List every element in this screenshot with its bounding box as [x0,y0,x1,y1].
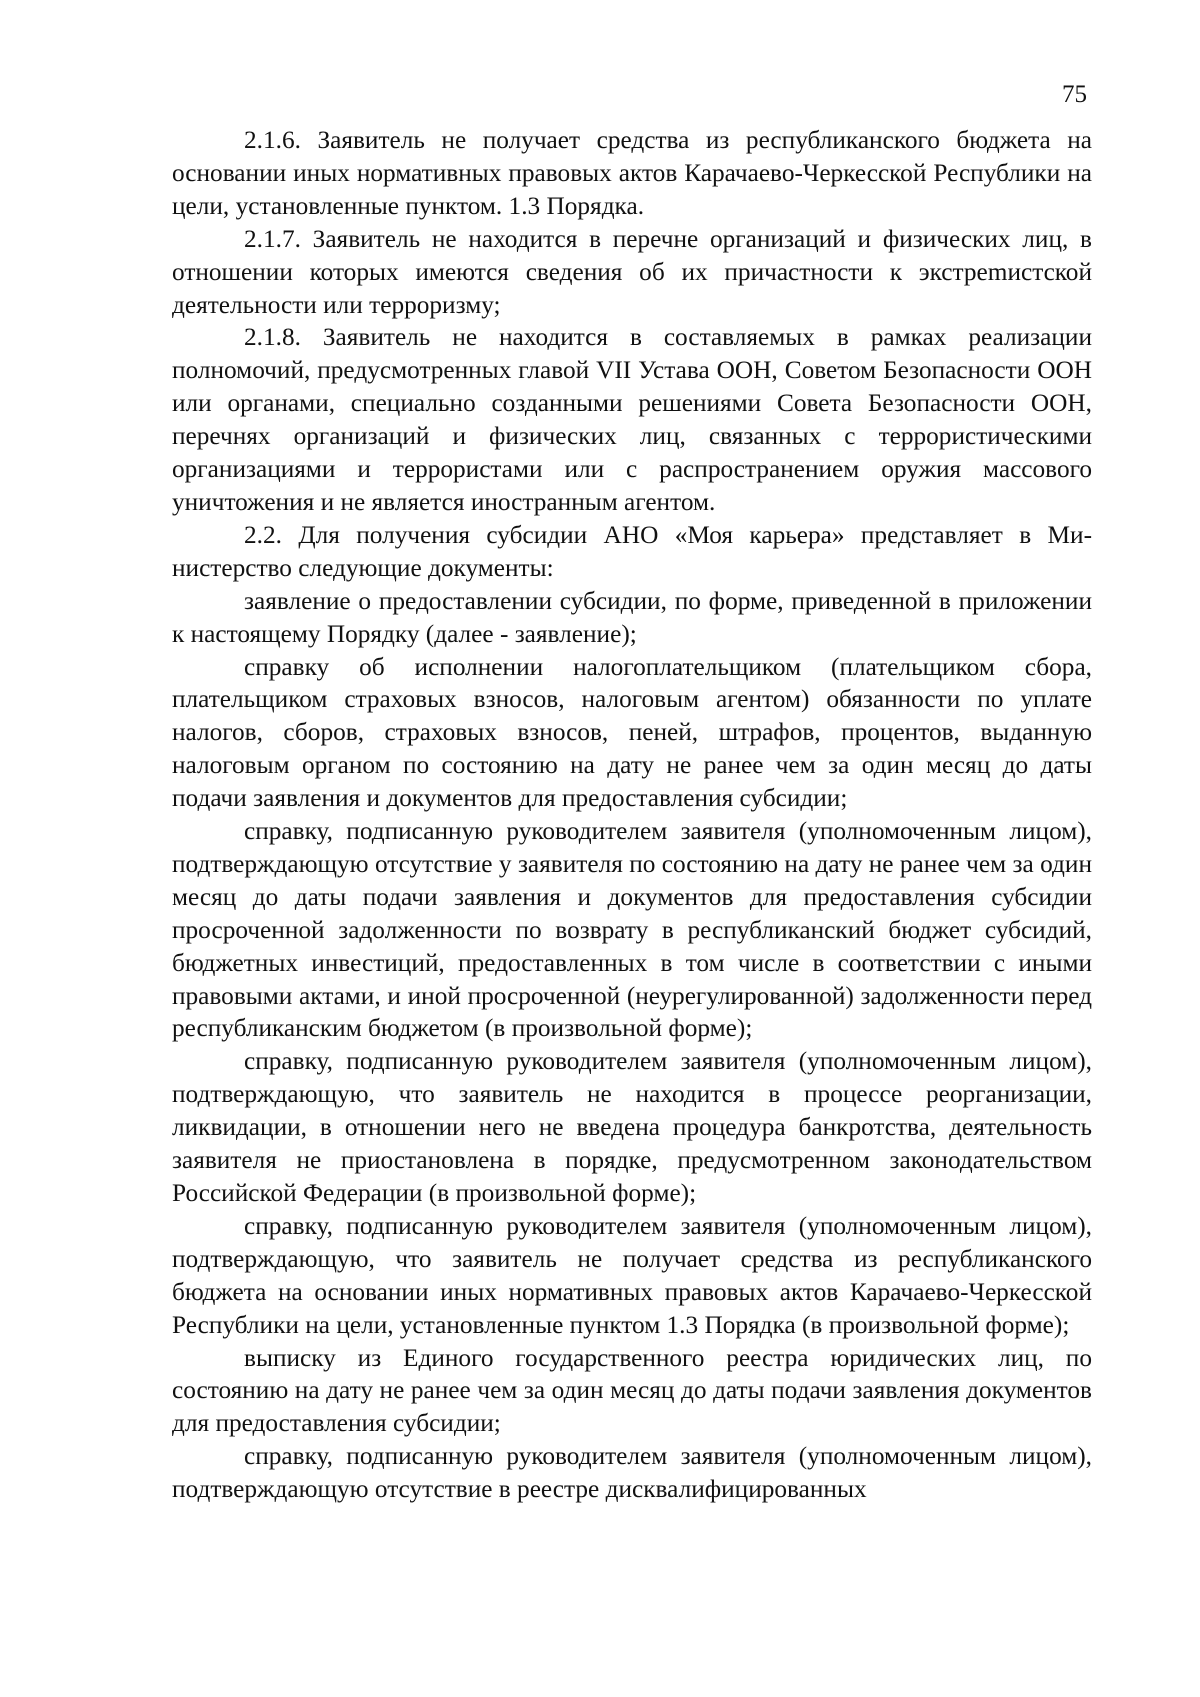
document-item-egrul-extract: выписку из Единого государственного реестра юридических лиц, по состоянию на дату не ранее чем за один месяц до даты подачи заявления документов для предоставления субсидии; [172,1343,1092,1438]
paragraph-2-2: 2.2. Для получения субсидии АНО «Моя карьера» представляет в Министерство следующие документы: [172,520,1092,582]
document-item-no-reorganization-certificate: справку, подписанную руководителем заявителя (уполномоченным лицом), подтверждающую, что заявитель не находится в процессе реорганизации, ликвидации, в отношении него не введена процедура банкротства, деятельность заявителя не приостановлена в порядке, предусмотренном законодательством Российской Федерации (в произвольной форме); [172,1047,1092,1207]
page-number: 75 [1062,81,1087,108]
document-item-no-other-funding-certificate: справку, подписанную руководителем заявителя (уполномоченным лицом), подтверждающую, что заявитель не получает средства из республиканского бюджета на основании иных нормативных правовых актов Карачаево-Черкесской Республики на цели, установленные пунктом 1.3 Порядка (в произвольной форме); [172,1211,1092,1339]
document-item-application: заявление о предоставлении субсидии, по форме, приведенной в приложении к настоящему Порядку (далее - заявление); [172,586,1092,648]
paragraph-2-1-7: 2.1.7. Заявитель не находится в перечне организаций и физических лиц, в отношении которых имеются сведения об их причастности к экстреmистской деятельности или терроризму; [172,224,1092,319]
document-item-tax-certificate: справку об исполнении налогоплательщиком (плательщиком сбора, плательщиком страховых взносов, налоговым агентом) обязанности по уплате налогов, сборов, страховых взносов, пеней, штрафов, процентов, выданную налоговым органом по состоянию на дату не ранее чем за один месяц до даты подачи заявления и документов для предоставления субсидии; [172,652,1092,813]
paragraph-2-1-6: 2.1.6. Заявитель не получает средства из республиканского бюджета на основании иных нормативных правовых актов Карачаево-Черкесской Республики на цели, установленные пунктом. 1.3 Порядка. [172,126,1092,220]
document-item-no-debt-certificate: справку, подписанную руководителем заявителя (уполномоченным лицом), подтверждающую отсутствие у заявителя по состоянию на дату не ранее чем за один месяц до даты подачи заявления и документов для предоставления субсидии просроченной задолженности по возврату в республиканский бюджет субсидий, бюджетных инвестиций, предоставленных в том числе в соответствии с иными правовыми актами, и иной просроченной (неурегулированной) задолженности перед республиканским бюджетом (в произвольной форме); [172,817,1092,1043]
paragraph-2-1-8: 2.1.8. Заявитель не находится в составляемых в рамках реализации полномочий, предусмотренных главой VII Устава ООН, Советом Безопасности ООН или органами, специально созданными решениями Совета Безопасности ООН, перечнях организаций и физических лиц, связанных с террористическими организациями и террористами или с распространением оружия массового уничтожения и не является иностранным агентом. [172,323,1092,516]
document-body [172,124,1092,1506]
document-item-disqualification-certificate: справку, подписанную руководителем заявителя (уполномоченным лицом), подтверждающую отсутствие в реестре дисквалифицированных [172,1442,1092,1504]
